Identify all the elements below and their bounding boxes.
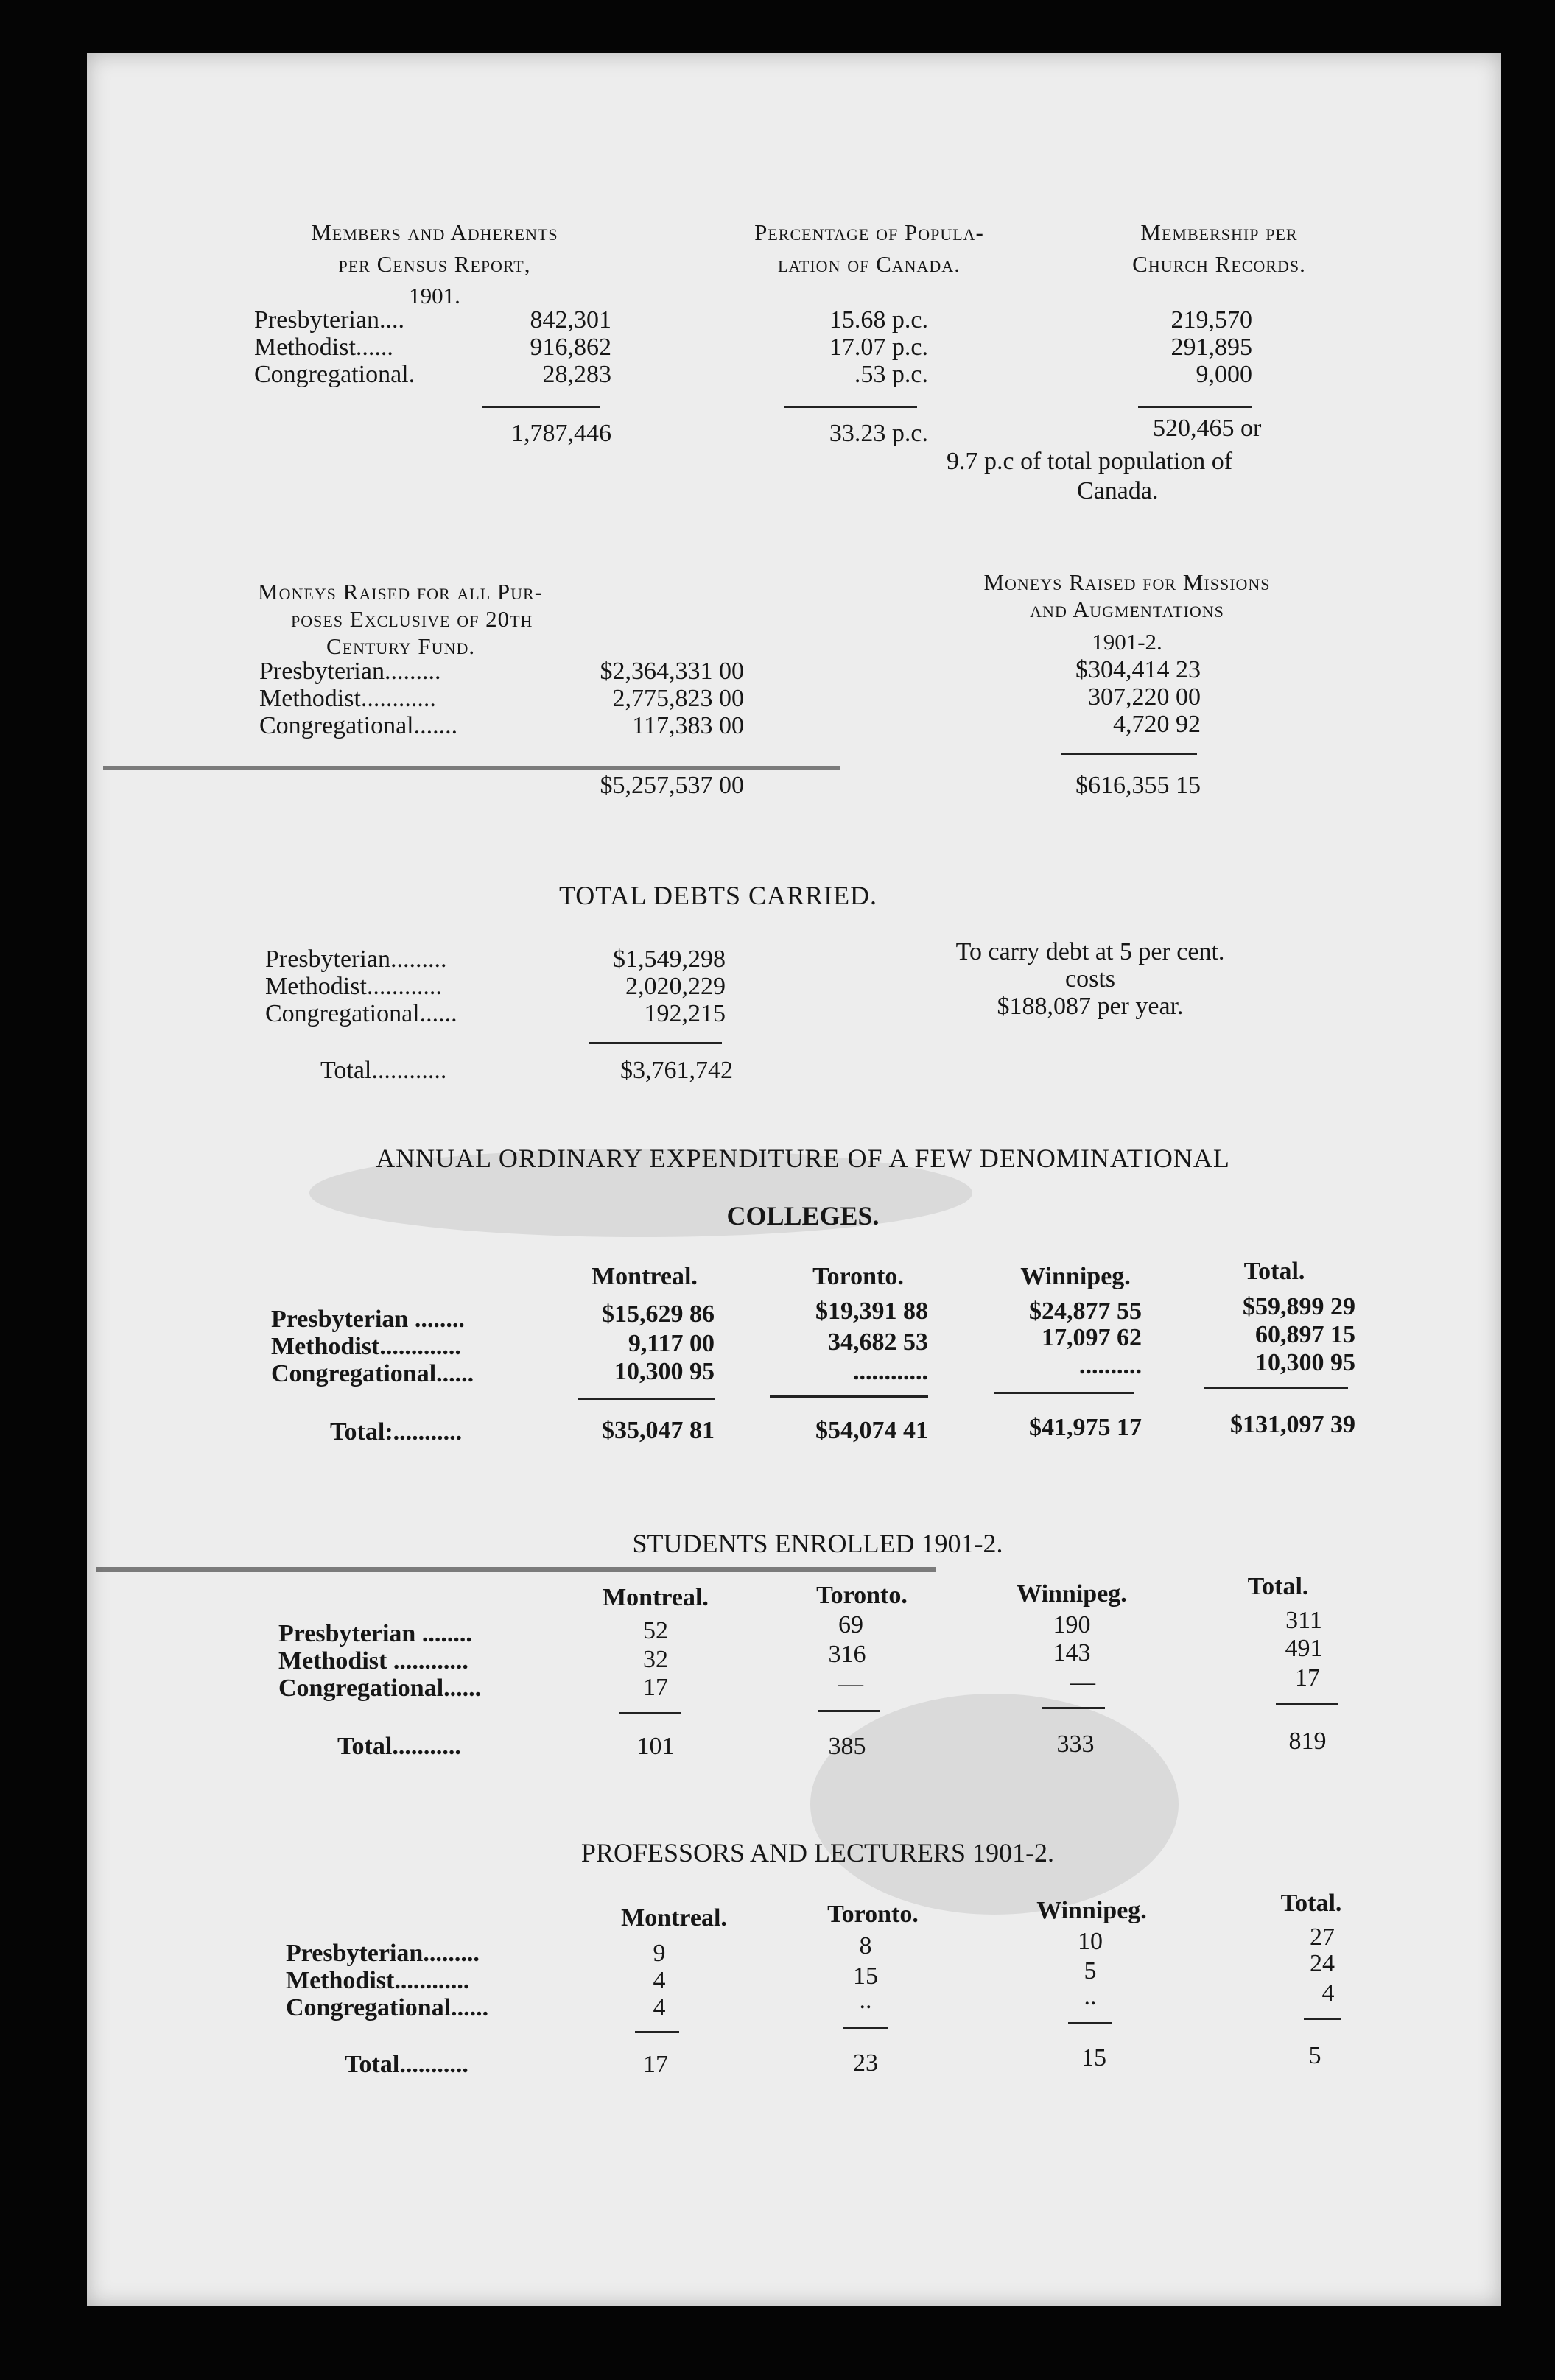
expenditure-col-montreal: Montreal.: [592, 1263, 698, 1290]
students-cell: 52: [643, 1617, 668, 1644]
moneys-missions-heading-1: Moneys Raised for Missions: [983, 569, 1271, 595]
students-cell: —: [838, 1670, 863, 1697]
moneys-all-value-methodist: 2,775,823 00: [612, 685, 744, 712]
professors-cell: 24: [1310, 1950, 1335, 1977]
expenditure-total: $35,047 81: [602, 1417, 715, 1444]
debts-total-label: Total............: [320, 1057, 447, 1084]
moneys-all-heading-2: poses Exclusive of 20th: [291, 606, 533, 632]
expenditure-col-total: Total.: [1243, 1258, 1305, 1285]
professors-label-congregational: Congregational......: [286, 1994, 489, 2021]
membership-presbyterian: 219,570: [1170, 306, 1252, 334]
percentage-congregational: .53 p.c.: [854, 361, 928, 388]
students-cell: —: [1070, 1669, 1095, 1696]
professors-cell: ..: [1084, 1983, 1097, 2010]
professors-col-toronto: Toronto.: [827, 1901, 919, 1928]
professors-total: 17: [643, 2051, 668, 2078]
membership-note-1: 9.7 p.c of total population of: [947, 448, 1233, 475]
professors-cell: 15: [853, 1962, 878, 1990]
percentage-heading-1: Percentage of Popula-: [754, 219, 984, 245]
professors-cell: 10: [1078, 1928, 1103, 1955]
expenditure-heading-1: ANNUAL ORDINARY EXPENDITURE OF A FEW DENOMINATIONAL: [376, 1144, 1230, 1173]
professors-total: 15: [1081, 2044, 1106, 2071]
students-rule: [1042, 1707, 1105, 1709]
students-cell: 190: [1053, 1611, 1091, 1638]
students-heading: STUDENTS ENROLLED 1901-2.: [632, 1529, 1003, 1558]
moneys-missions-methodist: 307,220 00: [1088, 683, 1201, 711]
students-cell: 316: [828, 1641, 866, 1668]
professors-cell: 9: [653, 1940, 666, 1967]
debts-label-presbyterian: Presbyterian.........: [265, 946, 447, 973]
expenditure-cell: $15,629 86: [602, 1300, 715, 1328]
students-cell: 143: [1053, 1639, 1091, 1666]
expenditure-cell: 10,300 95: [614, 1358, 715, 1385]
professors-col-winnipeg: Winnipeg.: [1036, 1897, 1147, 1924]
students-total: 101: [636, 1733, 675, 1760]
percentage-total-rule: [784, 406, 917, 408]
professors-cell: 4: [653, 1967, 666, 1994]
moneys-all-value-presbyterian: $2,364,331 00: [600, 658, 744, 685]
expenditure-rule: [770, 1395, 928, 1398]
professors-col-montreal: Montreal.: [621, 1904, 727, 1932]
expenditure-col-winnipeg: Winnipeg.: [1020, 1263, 1131, 1290]
expenditure-total: $54,074 41: [815, 1417, 928, 1444]
moneys-all-label-methodist: Methodist............: [259, 685, 436, 712]
students-total: 333: [1056, 1731, 1095, 1758]
percentage-total: 33.23 p.c.: [829, 420, 928, 447]
students-col-total: Total.: [1247, 1573, 1309, 1600]
professors-total-label: Total...........: [345, 2051, 468, 2078]
expenditure-cell: $24,877 55: [1029, 1298, 1142, 1325]
moneys-missions-heading-2: and Augmentations: [1030, 596, 1224, 622]
professors-cell: 4: [653, 1994, 666, 2021]
professors-rule: [843, 2027, 888, 2029]
expenditure-rule: [994, 1392, 1134, 1394]
moneys-all-heading-3: Century Fund.: [326, 633, 476, 659]
moneys-all-value-congregational: 117,383 00: [632, 712, 744, 739]
expenditure-label-congregational: Congregational......: [271, 1360, 474, 1387]
professors-rule: [1068, 2022, 1112, 2024]
moneys-missions-presbyterian: $304,414 23: [1075, 656, 1201, 683]
students-col-toronto: Toronto.: [816, 1582, 908, 1609]
expenditure-cell: 34,682 53: [828, 1328, 928, 1356]
professors-cell: 4: [1321, 1979, 1335, 2007]
census-value-presbyterian: 842,301: [530, 306, 611, 334]
percentage-heading-2: lation of Canada.: [778, 251, 961, 277]
expenditure-total: $41,975 17: [1029, 1414, 1142, 1441]
moneys-all-total: $5,257,537 00: [600, 772, 744, 799]
students-cell: 311: [1285, 1607, 1322, 1634]
students-col-winnipeg: Winnipeg.: [1017, 1580, 1127, 1608]
expenditure-cell: $19,391 88: [815, 1298, 928, 1325]
debts-note-3: $188,087 per year.: [997, 993, 1184, 1020]
debts-label-methodist: Methodist............: [265, 973, 442, 1000]
membership-note-2: Canada.: [1077, 477, 1159, 504]
debts-value-presbyterian: $1,549,298: [613, 946, 726, 973]
moneys-all-label-presbyterian: Presbyterian.........: [259, 658, 441, 685]
membership-heading-1: Membership per: [1140, 219, 1298, 245]
students-cell: 32: [643, 1646, 668, 1673]
membership-total: 520,465 or: [1153, 415, 1262, 442]
moneys-missions-total: $616,355 15: [1075, 772, 1201, 799]
professors-cell: ..: [859, 1987, 872, 2014]
expenditure-total: $131,097 39: [1230, 1411, 1355, 1438]
debts-total-rule: [589, 1042, 722, 1044]
students-total-label: Total...........: [337, 1733, 461, 1760]
expenditure-total-label: Total:...........: [330, 1418, 463, 1446]
debts-label-congregational: Congregational......: [265, 1000, 457, 1027]
expenditure-cell: 17,097 62: [1042, 1324, 1142, 1351]
expenditure-cell: ............: [853, 1358, 928, 1385]
debts-value-congregational: 192,215: [644, 1000, 726, 1027]
expenditure-rule: [578, 1398, 715, 1400]
professors-total: 23: [853, 2049, 878, 2077]
moneys-all-heading-1: Moneys Raised for all Pur-: [258, 579, 544, 605]
census-value-methodist: 916,862: [530, 334, 611, 361]
membership-congregational: 9,000: [1196, 361, 1252, 388]
students-cell: 17: [1295, 1664, 1320, 1691]
expenditure-label-presbyterian: Presbyterian ........: [271, 1306, 465, 1333]
students-cell: 17: [643, 1674, 668, 1701]
students-rule: [1276, 1703, 1338, 1705]
percentage-presbyterian: 15.68 p.c.: [829, 306, 928, 334]
census-heading-2: per Census Report,: [338, 251, 531, 277]
professors-label-methodist: Methodist............: [286, 1967, 470, 1994]
expenditure-rule: [1204, 1387, 1348, 1389]
membership-methodist: 291,895: [1170, 334, 1252, 361]
professors-rule: [635, 2031, 679, 2033]
debts-note-2: costs: [1065, 965, 1115, 993]
students-col-montreal: Montreal.: [603, 1584, 709, 1611]
students-label-presbyterian: Presbyterian ........: [278, 1620, 472, 1647]
professors-heading: PROFESSORS AND LECTURERS 1901-2.: [580, 1838, 1055, 1867]
expenditure-cell: 10,300 95: [1255, 1349, 1355, 1376]
professors-label-presbyterian: Presbyterian.........: [286, 1940, 480, 1967]
expenditure-heading-2: COLLEGES.: [726, 1201, 880, 1231]
debts-note-1: To carry debt at 5 per cent.: [955, 938, 1225, 965]
debts-total: $3,761,742: [620, 1057, 733, 1084]
debts-heading: TOTAL DEBTS CARRIED.: [558, 881, 878, 910]
moneys-missions-heading-3: 1901-2.: [1092, 629, 1162, 655]
moneys-missions-total-rule: [1061, 753, 1197, 755]
students-label-methodist: Methodist ............: [278, 1647, 468, 1675]
fold-crease: [96, 1567, 936, 1572]
students-cell: 69: [838, 1611, 863, 1638]
expenditure-cell: $59,899 29: [1243, 1293, 1355, 1320]
debts-value-methodist: 2,020,229: [625, 973, 726, 1000]
professors-cell: 5: [1084, 1957, 1097, 1985]
census-heading-3: 1901.: [409, 283, 460, 309]
expenditure-col-toronto: Toronto.: [812, 1263, 904, 1290]
professors-cell: 27: [1310, 1923, 1335, 1951]
professors-cell: 8: [859, 1932, 872, 1960]
expenditure-cell: ..........: [1079, 1352, 1142, 1379]
census-total: 1,787,446: [511, 420, 611, 447]
expenditure-cell: 60,897 15: [1255, 1321, 1355, 1348]
expenditure-label-methodist: Methodist.............: [271, 1333, 461, 1360]
census-label-presbyterian: Presbyterian....: [254, 306, 404, 334]
percentage-methodist: 17.07 p.c.: [829, 334, 928, 361]
census-value-congregational: 28,283: [542, 361, 611, 388]
moneys-all-label-congregational: Congregational.......: [259, 712, 458, 739]
professors-rule: [1304, 2018, 1341, 2020]
professors-total: 5: [1308, 2042, 1321, 2069]
membership-total-rule: [1138, 406, 1252, 408]
students-rule: [619, 1712, 681, 1714]
students-cell: 491: [1285, 1635, 1323, 1662]
census-heading-1: Members and Adherents: [311, 219, 558, 245]
fold-crease: [103, 766, 840, 770]
census-total-rule: [482, 406, 600, 408]
expenditure-cell: 9,117 00: [628, 1330, 715, 1357]
membership-heading-2: Church Records.: [1132, 251, 1306, 277]
census-label-congregational: Congregational.: [254, 361, 415, 388]
moneys-missions-congregational: 4,720 92: [1113, 711, 1201, 738]
census-label-methodist: Methodist......: [254, 334, 393, 361]
students-label-congregational: Congregational......: [278, 1675, 482, 1702]
professors-col-total: Total.: [1280, 1890, 1342, 1917]
students-rule: [818, 1710, 880, 1712]
students-total: 819: [1288, 1728, 1327, 1755]
stain: [810, 1694, 1179, 1915]
students-total: 385: [828, 1733, 866, 1760]
